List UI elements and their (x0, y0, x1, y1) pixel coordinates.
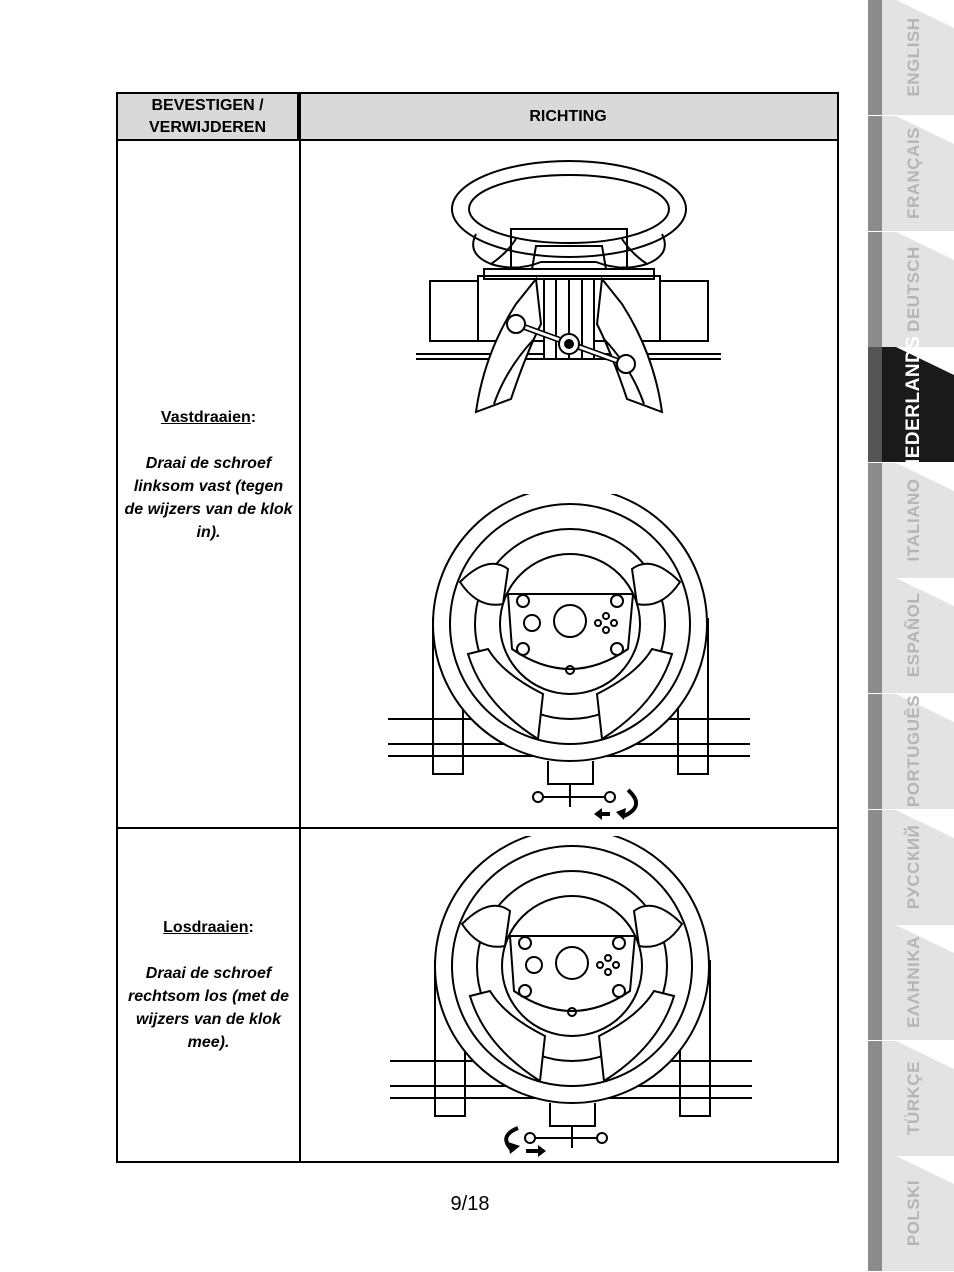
tab-russian-label: РУССКИЙ (904, 824, 923, 910)
tab-turkce-label: TÜRKÇE (904, 1061, 923, 1135)
tab-deutsch[interactable] (868, 232, 954, 347)
tab-espanol-label: ESPAÑOL (904, 592, 923, 678)
tab-russian[interactable] (868, 810, 954, 925)
tab-greek[interactable] (868, 925, 954, 1040)
tab-nederlands[interactable] (868, 335, 954, 473)
tab-english-label: ENGLISH (904, 17, 923, 97)
language-tab-strip (868, 0, 954, 1272)
tighten-title: Vastdraaien (160, 409, 251, 426)
tab-portugues[interactable] (868, 694, 954, 809)
tab-english[interactable] (868, 0, 954, 115)
tab-portugues-label: PORTUGUÊS (904, 694, 923, 808)
tab-francais-label: FRANÇAIS (904, 127, 923, 219)
page-number: 9/18 (450, 1193, 490, 1215)
column-divider (299, 94, 301, 1161)
loosen-title: Losdraaien (163, 919, 249, 936)
tab-francais[interactable] (868, 116, 954, 231)
loosen-description: Draai de schroef rechtsom los (met de wijzers van de klok mee). (128, 965, 289, 1051)
tab-greek-label: ΕΛΛΗΝΙΚΑ (904, 936, 923, 1028)
tab-turkce[interactable] (868, 1041, 954, 1156)
tab-polski-label: POLSKI (904, 1179, 923, 1247)
wheel-loosen-illustration (390, 836, 755, 1161)
instruction-table (116, 92, 839, 1163)
tab-deutsch-label: DEUTSCH (904, 246, 923, 332)
tab-polski[interactable] (868, 1156, 954, 1271)
instruction-loosen: Losdraaien: Draai de schroef rechtsom los (met de wijzers van de klok mee). (118, 916, 299, 1054)
tab-italiano[interactable] (868, 463, 954, 578)
instruction-tighten: Vastdraaien: Draai de schroef linksom vast (tegen de wijzers van de klok in). (118, 406, 299, 544)
tab-nederlands-label: NEDERLANDS (903, 335, 924, 473)
header-direction: RICHTING (299, 94, 837, 141)
wheel-tighten-illustration (388, 494, 753, 824)
header-attach-remove: BEVESTIGEN / VERWIJDEREN (118, 94, 299, 141)
tab-espanol[interactable] (868, 578, 954, 693)
clamp-top-view-illustration (416, 154, 726, 454)
tighten-description: Draai de schroef linksom vast (tegen de wijzers van de klok in). (124, 455, 293, 541)
row-divider (118, 827, 837, 829)
tab-italiano-label: ITALIANO (904, 478, 923, 562)
